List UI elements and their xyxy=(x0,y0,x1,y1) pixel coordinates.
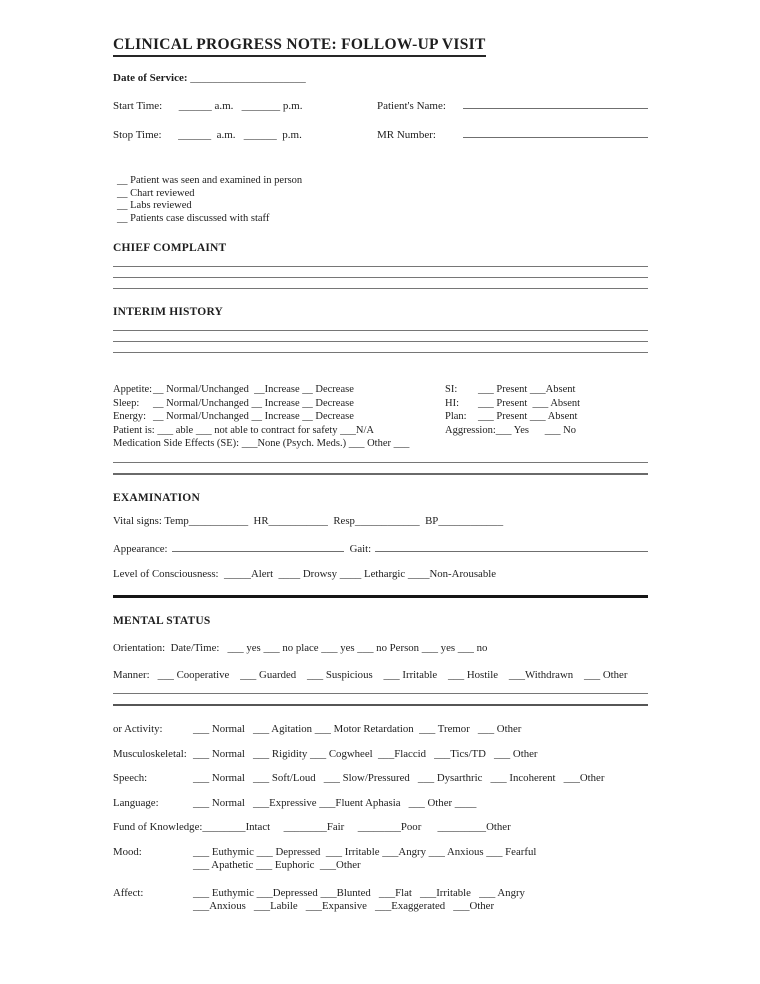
aggression-options[interactable]: ___ Yes ___ No xyxy=(495,424,576,436)
appetite-options[interactable]: __ Normal/Unchanged __Increase __ Decrease xyxy=(153,384,354,396)
appetite-row[interactable] xyxy=(113,383,445,396)
musculoskeletal-row[interactable] xyxy=(113,748,648,760)
write-line[interactable] xyxy=(113,266,648,267)
examination-heading: EXAMINATION xyxy=(113,492,200,505)
language-label: Language: xyxy=(113,796,159,809)
sleep-options[interactable]: __ Normal/Unchanged __ Increase __ Decrease xyxy=(153,397,354,409)
write-line[interactable] xyxy=(113,341,648,342)
write-line[interactable] xyxy=(113,330,648,331)
affect-options-line1[interactable]: ___ Euthymic ___Depressed ___Blunted ___Flat ___Irritable ___ Angry xyxy=(193,886,525,899)
stop-time-row[interactable]: Stop Time: ______ a.m. ______ p.m. xyxy=(113,129,302,141)
interim-history-write-lines xyxy=(113,330,648,353)
write-line[interactable] xyxy=(113,277,648,278)
patient-name-label: Patient's Name: xyxy=(377,100,446,112)
appearance-gait-row xyxy=(113,540,648,555)
start-time-row[interactable]: Start Time: ______ a.m. _______ p.m. xyxy=(113,100,303,112)
fund-of-knowledge-row[interactable] xyxy=(113,821,648,833)
appearance-blank[interactable] xyxy=(172,540,344,552)
mr-number-blank[interactable] xyxy=(463,126,648,138)
section-divider xyxy=(113,595,648,598)
plan-row[interactable] xyxy=(445,410,648,423)
manner-write-lines xyxy=(113,693,648,706)
mr-number-label: MR Number: xyxy=(377,129,436,141)
aggression-label: Aggression: xyxy=(445,424,496,436)
sleep-label: Sleep: xyxy=(113,397,140,409)
mood-options-line1[interactable]: ___ Euthymic ___ Depressed ___ Irritable ___Angry ___ Anxious ___ Fearful xyxy=(193,845,537,858)
write-line[interactable] xyxy=(113,288,648,289)
energy-row[interactable] xyxy=(113,410,445,423)
date-of-service-row xyxy=(113,72,648,84)
speech-row[interactable] xyxy=(113,772,648,784)
date-of-service-label: Date of Service: xyxy=(113,72,188,84)
mood-options-line2[interactable]: ___ Apathetic ___ Euphoric ___Other xyxy=(193,859,361,872)
date-of-service-blank[interactable]: _____________________ xyxy=(187,72,306,84)
language-options[interactable]: ___ Normal ___Expressive ___Fluent Aphasia ___ Other ____ xyxy=(193,796,477,809)
visit-checklist xyxy=(117,175,648,225)
plan-options[interactable]: ___ Present ___ Absent xyxy=(478,411,578,423)
patient-name-blank[interactable] xyxy=(463,97,648,109)
mood-row[interactable] xyxy=(113,846,648,873)
mental-status-heading: MENTAL STATUS xyxy=(113,615,211,628)
affect-options-line2[interactable]: ___Anxious ___Labile ___Expansive ___Exaggerated ___Other xyxy=(193,900,495,913)
status-left-column xyxy=(113,383,445,450)
hi-options[interactable]: ___ Present ___ Absent xyxy=(478,397,581,409)
checklist-item-case-discussed[interactable]: __ Patients case discussed with staff xyxy=(117,212,270,224)
si-label: SI: xyxy=(445,384,458,396)
motor-activity-label: or Activity: xyxy=(113,723,163,736)
musculoskeletal-label: Musculoskeletal: xyxy=(113,747,187,760)
hi-label: HI: xyxy=(445,397,459,409)
contract-for-safety-row[interactable]: Patient is: ___ able ___ not able to contract for safety ___N/A xyxy=(113,424,374,436)
write-line[interactable] xyxy=(113,693,648,694)
gait-label: Gait: xyxy=(349,543,372,556)
appetite-label: Appetite: xyxy=(113,384,153,396)
vital-signs-row[interactable]: Vital signs: Temp___________ HR___________ Resp____________ BP____________ xyxy=(113,515,504,528)
si-row[interactable] xyxy=(445,383,648,396)
energy-label: Energy: xyxy=(113,411,147,423)
speech-label: Speech: xyxy=(113,772,148,785)
time-and-patient-grid xyxy=(113,97,648,141)
speech-options[interactable]: ___ Normal ___ Soft/Loud ___ Slow/Pressured ___ Dysarthric ___ Incoherent ___Other xyxy=(193,772,605,785)
affect-label: Affect: xyxy=(113,886,144,899)
interim-history-heading: INTERIM HISTORY xyxy=(113,306,224,319)
fund-of-knowledge-label: Fund of Knowledge: xyxy=(113,821,203,834)
affect-row[interactable] xyxy=(113,887,648,914)
manner-row[interactable]: Manner: ___ Cooperative ___ Guarded ___ Suspicious ___ Irritable ___ Hostile ___Withdrawn ___ Other xyxy=(113,669,628,682)
affect-options xyxy=(193,887,525,914)
write-line[interactable] xyxy=(113,473,648,475)
musculoskeletal-options[interactable]: ___ Normal ___ Rigidity ___ Cogwheel ___Flaccid ___Tics/TD ___ Other xyxy=(193,747,538,760)
chief-complaint-heading: CHIEF COMPLAINT xyxy=(113,242,227,255)
level-of-consciousness-row[interactable]: Level of Consciousness: _____Alert ____ Drowsy ____ Lethargic ____Non-Arousable xyxy=(113,568,497,581)
interval-status-block xyxy=(113,383,648,450)
language-row[interactable] xyxy=(113,797,648,809)
page-title: CLINICAL PROGRESS NOTE: FOLLOW-UP VISIT xyxy=(113,36,486,57)
status-right-column xyxy=(445,383,648,450)
gait-blank[interactable] xyxy=(375,540,648,552)
checklist-item-seen-in-person[interactable]: __ Patient was seen and examined in person xyxy=(117,175,303,186)
medication-side-effects-row[interactable]: Medication Side Effects (SE): ___None (Psych. Meds.) ___ Other ___ xyxy=(113,438,410,449)
patient-name-row xyxy=(377,97,648,112)
fund-of-knowledge-options[interactable]: ________Intact ________Fair ________Poor _________Other xyxy=(202,821,511,834)
write-line[interactable] xyxy=(113,462,648,463)
orientation-row[interactable]: Orientation: Date/Time: ___ yes ___ no place ___ yes ___ no Person ___ yes ___ no xyxy=(113,642,488,655)
energy-options[interactable]: __ Normal/Unchanged __ Increase __ Decrease xyxy=(153,411,354,423)
motor-activity-row[interactable] xyxy=(113,723,648,735)
motor-activity-options[interactable]: ___ Normal ___ Agitation ___ Motor Retardation ___ Tremor ___ Other xyxy=(193,723,522,736)
mental-status-exam-rows xyxy=(113,723,648,833)
hi-row[interactable] xyxy=(445,397,648,410)
aggression-row[interactable] xyxy=(445,424,648,437)
mr-number-row xyxy=(377,126,648,141)
examination-section xyxy=(113,492,648,580)
si-options[interactable]: ___ Present ___Absent xyxy=(478,384,576,396)
write-line[interactable] xyxy=(113,704,648,706)
chief-complaint-write-lines xyxy=(113,266,648,289)
mood-options xyxy=(193,846,536,873)
write-line[interactable] xyxy=(113,352,648,353)
mood-label: Mood: xyxy=(113,845,142,858)
sleep-row[interactable] xyxy=(113,397,445,410)
status-write-lines xyxy=(113,462,648,475)
checklist-item-chart-reviewed[interactable]: __ Chart reviewed xyxy=(117,187,195,199)
plan-label: Plan: xyxy=(445,411,467,423)
appearance-label: Appearance: xyxy=(113,543,168,556)
checklist-item-labs-reviewed[interactable]: __ Labs reviewed xyxy=(117,200,192,212)
mental-status-section xyxy=(113,615,648,913)
